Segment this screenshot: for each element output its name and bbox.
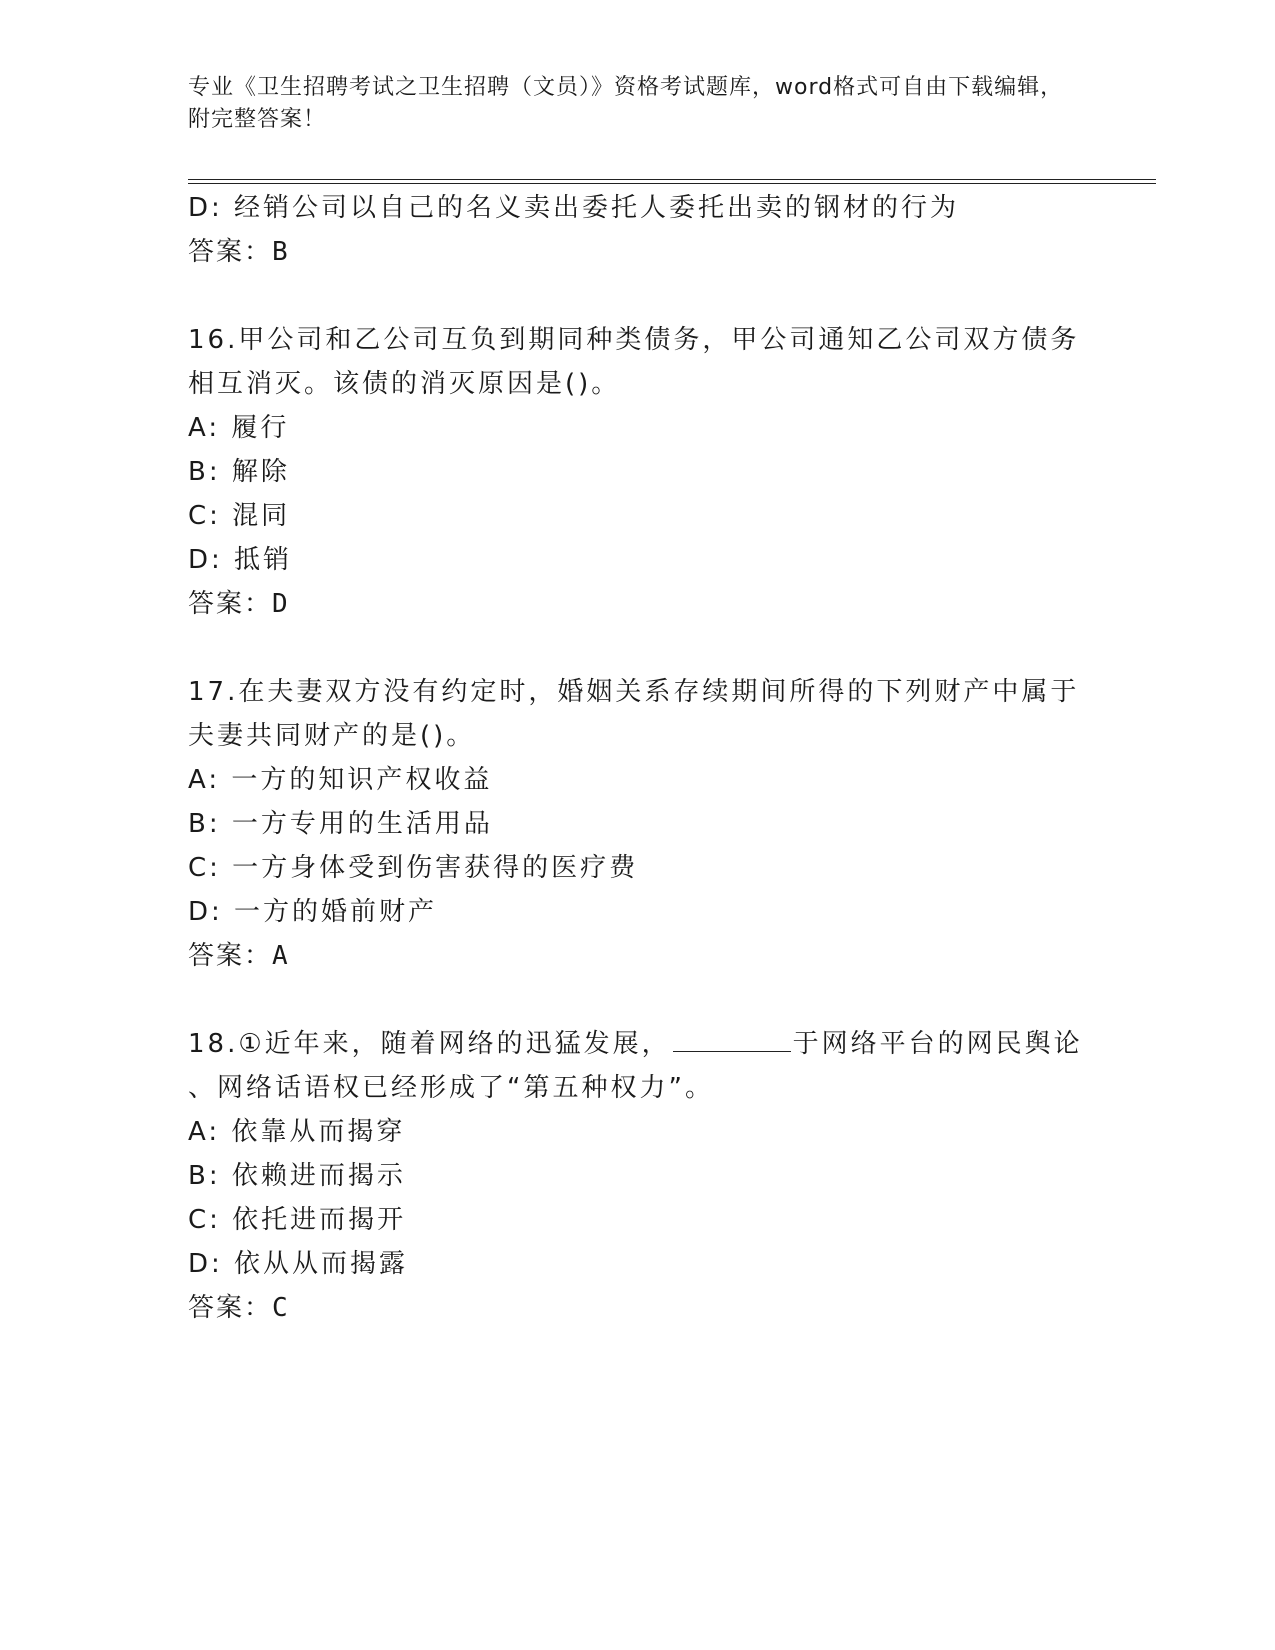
- question-stem-end: 于网络平台的网民舆论: [792, 1029, 1083, 1059]
- answer-label: 答案：: [188, 589, 273, 619]
- answer-value: A: [272, 941, 290, 971]
- option-b: B: 一方专用的生活用品: [188, 809, 493, 839]
- answer-value: D: [272, 589, 290, 619]
- answer-line: [188, 1292, 290, 1324]
- option-d: D: 依从从而揭露: [188, 1249, 409, 1279]
- fill-in-blank: [673, 1029, 791, 1052]
- question-stem-continued: 夫妻共同财产的是()。: [188, 721, 476, 751]
- question-stem-continued: 、网络话语权已经形成了“第五种权力”。: [188, 1073, 714, 1103]
- option-c: C: 依托进而揭开: [188, 1205, 407, 1235]
- option-a: A: 一方的知识产权收益: [188, 765, 493, 795]
- option-a: A: 履行: [188, 413, 290, 443]
- answer-line: [188, 940, 290, 972]
- page-header: 专业《卫生招聘考试之卫生招聘（文员）》资格考试题库，word格式可自由下载编辑，附完整答案！: [188, 75, 1064, 132]
- question-stem: 17.在夫妻双方没有约定时，婚姻关系存续期间所得的下列财产中属于: [188, 677, 1080, 707]
- option-d: D: 抵销: [188, 545, 293, 575]
- header-divider: [188, 179, 1156, 180]
- answer-value: B: [272, 237, 290, 267]
- option-c: C: 一方身体受到伤害获得的医疗费: [188, 853, 639, 883]
- question-stem-continued: 相互消灭。该债的消灭原因是()。: [188, 369, 621, 399]
- answer-value: C: [272, 1293, 290, 1323]
- option-d: D: 经销公司以自己的名义卖出委托人委托出卖的钢材的行为: [188, 193, 960, 223]
- answer-label: 答案：: [188, 237, 273, 267]
- question-stem-start: 18.①近年来，随着网络的迅猛发展，: [188, 1029, 671, 1059]
- answer-line: [188, 588, 290, 620]
- option-a: A: 依靠从而揭穿: [188, 1117, 406, 1147]
- option-b: B: 解除: [188, 457, 290, 487]
- question-stem: 16.甲公司和乙公司互负到期同种类债务，甲公司通知乙公司双方债务: [188, 325, 1080, 355]
- question-stem: [188, 1028, 1083, 1060]
- answer-label: 答案：: [188, 941, 273, 971]
- option-d: D: 一方的婚前财产: [188, 897, 438, 927]
- answer-label: 答案：: [188, 1293, 273, 1323]
- header-divider-double: [188, 183, 1156, 184]
- option-c: C: 混同: [188, 501, 291, 531]
- answer-line: [188, 236, 290, 268]
- option-b: B: 依赖进而揭示: [188, 1161, 406, 1191]
